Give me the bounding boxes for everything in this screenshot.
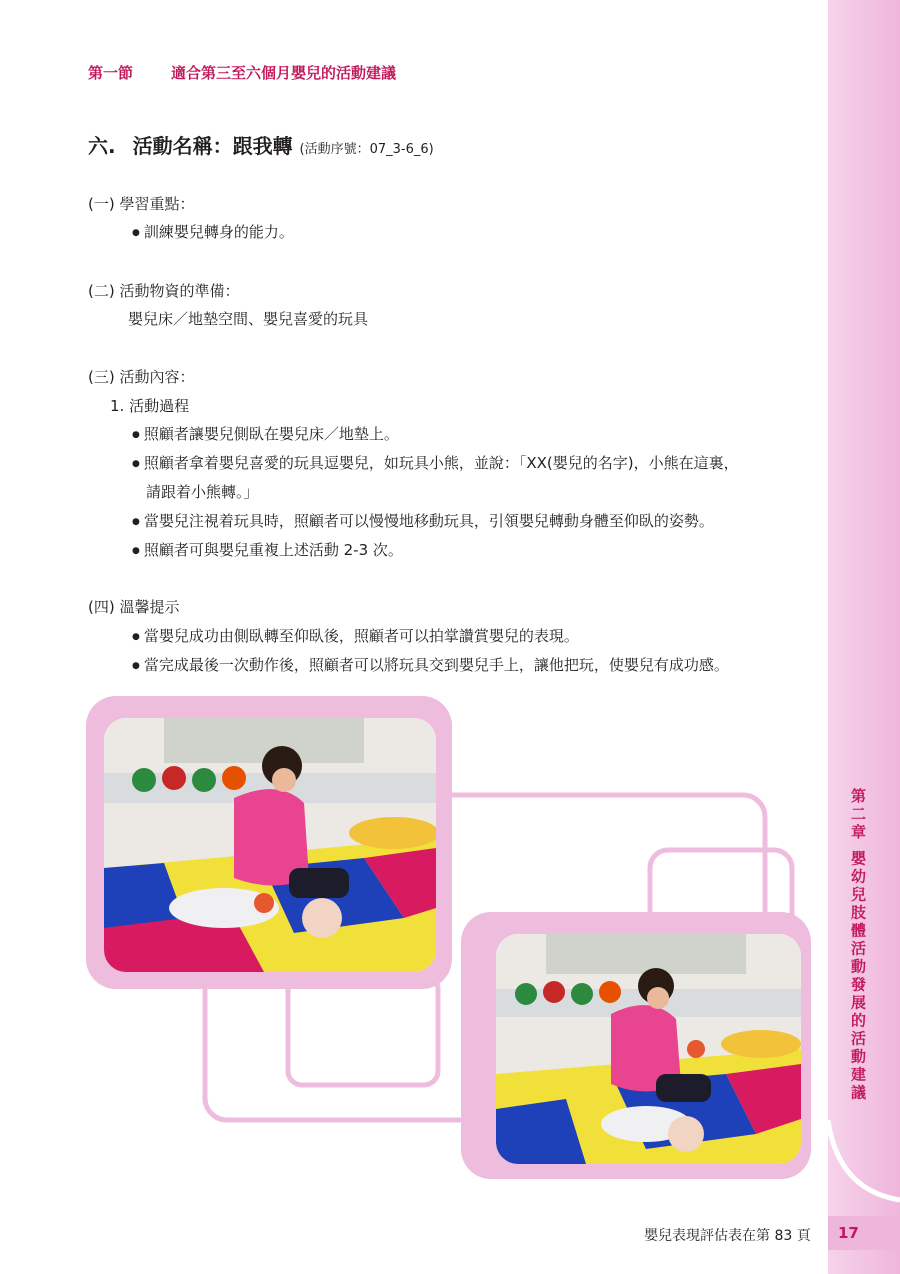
- content-item: ● 當嬰兒注視着玩具時，照顧者可以慢慢地移動玩具，引領嬰兒轉動身體至仰臥的姿勢。: [132, 510, 714, 531]
- content-subheading: 1. 活動過程: [110, 397, 190, 415]
- tips-item: ● 當嬰兒成功由側臥轉至仰臥後，照顧者可以拍掌讚賞嬰兒的表現。: [132, 625, 579, 646]
- materials-heading: (二) 活動物資的準備：: [88, 282, 240, 300]
- activity-name: 活動名稱：跟我轉: [132, 134, 293, 158]
- photo-2: [496, 934, 801, 1164]
- activity-number: 六.: [88, 134, 116, 158]
- photo-frame-2: [461, 912, 811, 1179]
- activity-code: (活動序號：07_3-6_6): [299, 142, 434, 157]
- photo-1: [104, 718, 436, 972]
- learning-heading: (一) 學習重點：: [88, 195, 195, 213]
- chapter-title: 第二章 嬰幼兒肢體活動發展的活動建議: [849, 788, 867, 1103]
- page-number: 17: [838, 1224, 859, 1242]
- section-title: 適合第三至六個月嬰兒的活動建議: [171, 64, 397, 82]
- side-band-curve: [828, 1120, 900, 1220]
- section-header: [88, 62, 396, 83]
- section-number: 第一節: [88, 64, 134, 82]
- footer-reference: 嬰兒表現評估表在第 83 頁: [644, 1228, 811, 1244]
- tips-heading: (四) 溫馨提示: [88, 598, 180, 616]
- content-heading: (三) 活動內容：: [88, 368, 195, 386]
- photo-frame-1: [86, 696, 452, 989]
- tips-item: ● 當完成最後一次動作後，照顧者可以將玩具交到嬰兒手上，讓他把玩，使嬰兒有成功感。: [132, 654, 729, 675]
- learning-item: ● 訓練嬰兒轉身的能力。: [132, 221, 294, 242]
- content-item: ● 照顧者可與嬰兒重複上述活動 2-3 次。: [132, 539, 403, 560]
- activity-title: [88, 130, 434, 159]
- materials-text: 嬰兒床／地墊空間、嬰兒喜愛的玩具: [128, 310, 369, 328]
- content-item: ● 照顧者讓嬰兒側臥在嬰兒床／地墊上。: [132, 423, 399, 444]
- content-item: ● 照顧者拿着嬰兒喜愛的玩具逗嬰兒，如玩具小熊，並說：「XX(嬰兒的名字)，小熊在這裏，: [132, 452, 739, 473]
- content-item-continued: 請跟着小熊轉。」: [146, 483, 259, 501]
